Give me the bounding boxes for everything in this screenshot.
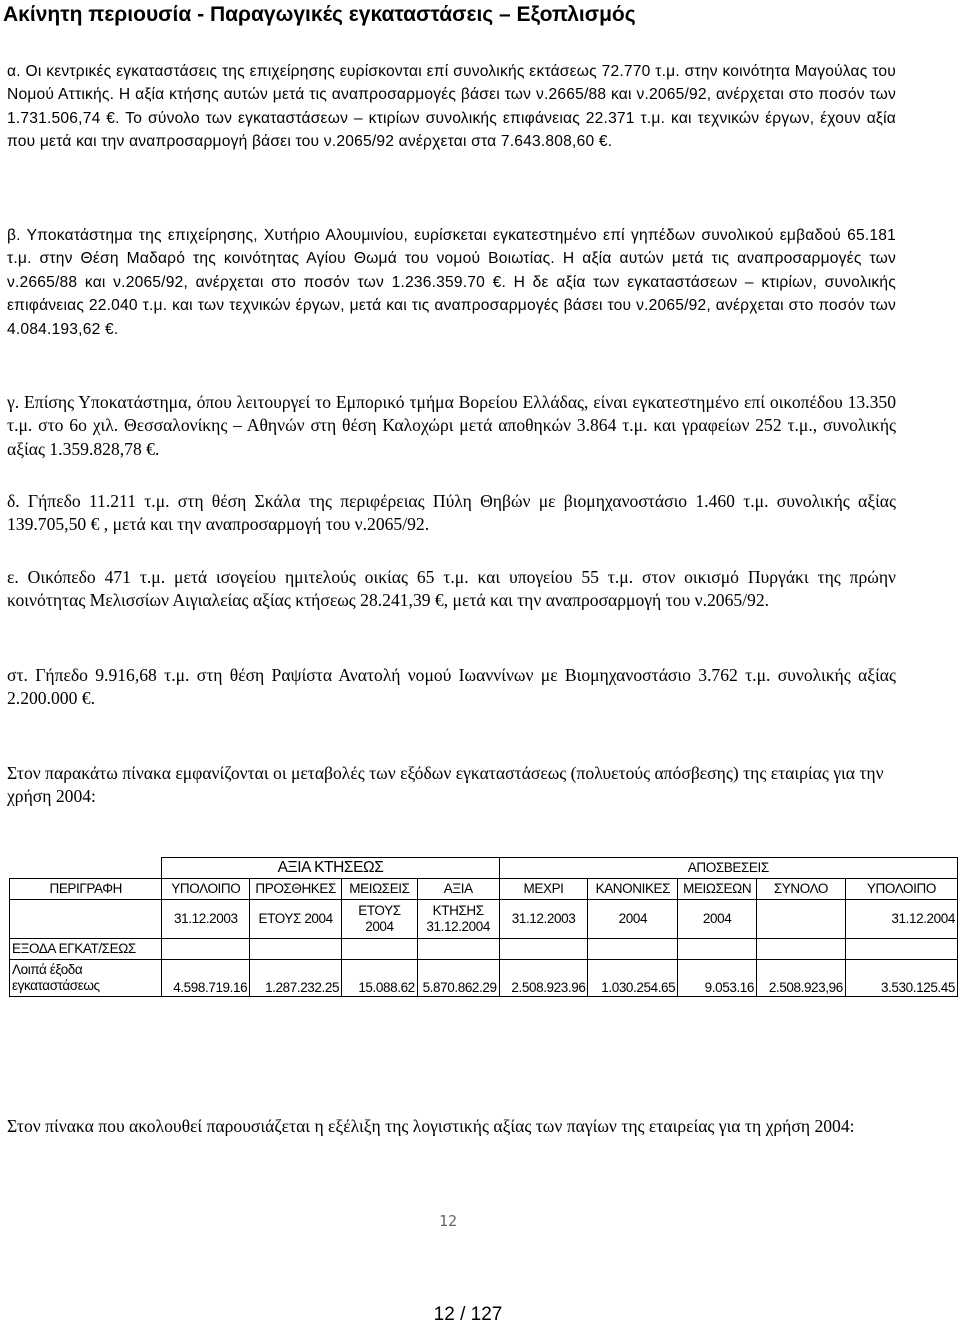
column-header: ΜΕΙΩΣΕΩΝ bbox=[678, 879, 757, 900]
table-cell: 2.508.923.96 bbox=[499, 960, 588, 997]
column-subheader: 31.12.2003 bbox=[162, 900, 250, 939]
table-row bbox=[10, 960, 958, 997]
column-header: ΜΕΙΩΣΕΙΣ bbox=[342, 879, 418, 900]
paragraph-st: στ. Γήπεδο 9.916,68 τ.μ. στη θέση Ραψίστα Ανατολή νομού Ιωαννίνων με Βιομηχανοστάσιο 3.762 τ.μ. συνολικής αξίας 2.200.000 €. bbox=[7, 665, 896, 709]
column-header: ΜΕΧΡΙ bbox=[499, 879, 588, 900]
paragraph-e: ε. Οικόπεδο 471 τ.μ. μετά ισογείου ημιτελούς οικίας 65 τ.μ. και υπογείου 55 τ.μ. στον οικισμό Πυργάκι της πρώην κοινότητας Μελισσίων Αιγιαλείας αξίας κτήσεως 28.241,39 €, μετά και την αναπροσαρμογή του ν.2065/92. bbox=[7, 567, 896, 611]
column-header: ΥΠΟΛΟΙΠΟ bbox=[845, 879, 957, 900]
group-header-row bbox=[10, 858, 958, 879]
column-subheader bbox=[10, 900, 162, 939]
table-intro: Στον παρακάτω πίνακα εμφανίζονται οι μεταβολές των εξόδων εγκαταστάσεως (πολυετούς απόσβεσης) της εταιρίας για την χρήση 2004: bbox=[7, 763, 884, 807]
installation-expenses-table bbox=[9, 857, 958, 997]
paragraph-a: α. Οι κεντρικές εγκαταστάσεις της επιχείρησης ευρίσκονται επί συνολικής εκτάσεως 72.770 τ.μ. στην κοινότητα Μαγούλας του Νομού Αττικής. Η αξία κτήσης αυτών μετά τις αναπροσαρμογές βάσει των ν.2665/88 και ν.2065/92, ανέρχεται στο ποσόν των 1.731.506,74 €. Το σύνολο των εγκαταστάσεων – κτιρίων συνολικής επιφάνειας 22.371 τ.μ. και τεχνικών έργων, έχουν αξία που μετά και την αναπροσαρμογή βάσει του ν.2065/92 ανέρχεται στα 7.643.808,60 €. bbox=[7, 63, 896, 151]
table-cell: 9.053.16 bbox=[678, 960, 757, 997]
column-subheader-row bbox=[10, 900, 958, 939]
paragraph-d: δ. Γήπεδο 11.211 τ.μ. στη θέση Σκάλα της περιφέρειας Πύλη Θηβών με βιομηχανοστάσιο 1.460 τ.μ. συνολικής αξίας 139.705,50 € , μετά και την αναπροσαρμογή του ν.2065/92. bbox=[7, 491, 896, 535]
table-cell: 4.598.719.16 bbox=[162, 960, 250, 997]
table-outro: Στον πίνακα που ακολουθεί παρουσιάζεται η εξέλιξη της λογιστικής αξίας των παγίων της εταιρείας για τη χρήση 2004: bbox=[7, 1116, 855, 1136]
column-header-row bbox=[10, 879, 958, 900]
paragraph-c: γ. Επίσης Υποκατάστημα, όπου λειτουργεί το Εμπορικό τμήμα Βορείου Ελλάδας, είναι εγκατεστημένο επί οικοπέδου 13.350 τ.μ. στο 6ο χιλ. Θεσσαλονίκης – Αθηνών στη θέση Καλοχώρι μετά αποθηκών 3.864 τ.μ. και γραφείων 252 τ.μ., συνολικής αξίας 1.359.828,78 €. bbox=[7, 392, 896, 459]
column-header: ΣΥΝΟΛΟ bbox=[757, 879, 846, 900]
column-subheader: ΚΤΗΣΗΣ 31.12.2004 bbox=[417, 900, 499, 939]
column-header: ΑΞΙΑ bbox=[417, 879, 499, 900]
table-cell: 1.030.254.65 bbox=[588, 960, 678, 997]
page-footer: 12 / 127 bbox=[433, 1304, 503, 1325]
column-subheader: 31.12.2003 bbox=[499, 900, 588, 939]
group-header-acquisition: ΑΞΙΑ ΚΤΗΣΕΩΣ bbox=[162, 858, 499, 879]
column-subheader: ΕΤΟΥΣ 2004 bbox=[342, 900, 418, 939]
column-subheader: 2004 bbox=[678, 900, 757, 939]
group-header-depreciation: ΑΠΟΣΒΕΣΕΙΣ bbox=[499, 858, 957, 879]
paragraph-b: β. Υποκατάστημα της επιχείρησης, Χυτήριο Αλουμινίου, ευρίσκεται εγκατεστημένο επί γηπέδων συνολικού εμβαδού 65.181 τ.μ. στην Θέση Μαδαρό της κοινότητας Αγίου Θωμά του νομού Βοιωτίας. Η αξία αυτών μετά τις αναπροσαρμογές των ν.2665/88 και ν.2065/92, ανέρχεται στο ποσόν των 1.236.359.70 €. Η δε αξία των εγκαταστάσεων – κτιρίων, συνολικής επιφάνειας 22.040 τ.μ. και των τεχνικών έργων, μετά και τις αναπροσαρμογές βάσει του ν.2065/92, ανέρχεται στο ποσόν των 4.084.193,62 €. bbox=[7, 227, 896, 338]
row-description: Λοιπά έξοδα εγκαταστάσεως bbox=[10, 960, 162, 997]
column-subheader bbox=[757, 900, 846, 939]
table-cell: 1.287.232.25 bbox=[250, 960, 342, 997]
column-header: ΠΕΡΙΓΡΑΦΗ bbox=[10, 879, 162, 900]
column-subheader: ΕΤΟΥΣ 2004 bbox=[250, 900, 342, 939]
section-label: ΕΞΟΔΑ ΕΓΚΑΤ/ΣΕΩΣ bbox=[10, 939, 162, 960]
column-header: ΥΠΟΛΟΙΠΟ bbox=[162, 879, 250, 900]
page-number: 12 bbox=[438, 1212, 458, 1230]
table-cell: 3.530.125.45 bbox=[845, 960, 957, 997]
column-subheader: 31.12.2004 bbox=[845, 900, 957, 939]
column-subheader: 2004 bbox=[588, 900, 678, 939]
section-title: Ακίνητη περιουσία - Παραγωγικές εγκαταστάσεις – Εξοπλισμός bbox=[3, 3, 636, 26]
section-row bbox=[10, 939, 958, 960]
table-cell: 15.088.62 bbox=[342, 960, 418, 997]
column-header: ΠΡΟΣΘΗΚΕΣ bbox=[250, 879, 342, 900]
table-cell: 2.508.923,96 bbox=[757, 960, 846, 997]
column-header: ΚΑΝΟΝΙΚΕΣ bbox=[588, 879, 678, 900]
table-cell: 5.870.862.29 bbox=[417, 960, 499, 997]
